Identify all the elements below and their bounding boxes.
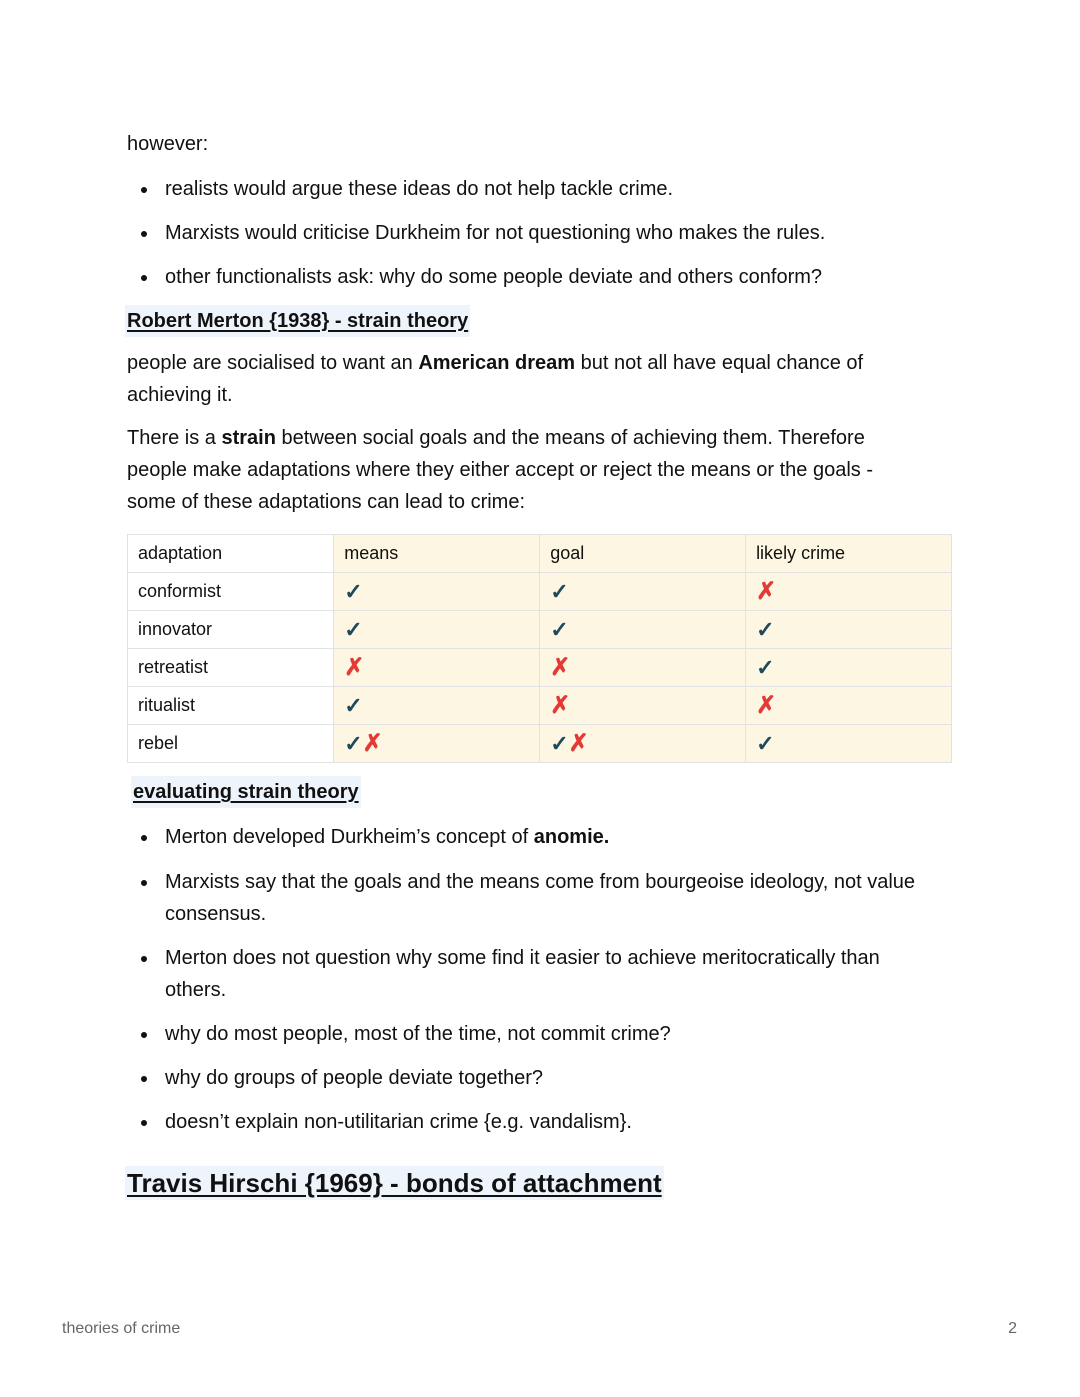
header-means: means: [334, 535, 540, 573]
list-item: other functionalists ask: why do some people deviate and others conform?: [127, 261, 927, 293]
crime-cell: [746, 649, 952, 687]
goal-cell: [540, 611, 746, 649]
crime-cell: [746, 687, 952, 725]
section-heading-merton: Robert Merton {1938} - strain theory: [125, 305, 470, 337]
goal-cell: [540, 649, 746, 687]
cross-mark-icon: ✗: [362, 730, 383, 757]
section-heading-evaluation: evaluating strain theory: [131, 776, 361, 808]
check-cross-icon: [550, 730, 589, 757]
cross-mark-icon: ✗: [550, 692, 571, 719]
goal-cell: [540, 725, 746, 763]
table-row: [128, 573, 952, 611]
adaptation-cell: retreatist: [128, 649, 334, 687]
table-header-row: [128, 535, 952, 573]
check-mark-icon: ✓: [344, 616, 363, 642]
cross-mark-icon: ✗: [568, 730, 589, 757]
page-number: 2: [1008, 1320, 1017, 1337]
check-mark-icon: ✓: [550, 578, 569, 604]
crime-cell: [746, 725, 952, 763]
goal-cell: [540, 687, 746, 725]
footer-title: theories of crime: [62, 1320, 181, 1337]
means-cell: [334, 725, 540, 763]
list-item: Merton does not question why some find it easier to achieve meritocratically than others.: [127, 942, 927, 1006]
cross-mark-icon: ✗: [550, 654, 571, 681]
table-row: [128, 611, 952, 649]
check-mark-icon: ✓: [756, 730, 775, 756]
list-item: doesn’t explain non-utilitarian crime {e.g. vandalism}.: [127, 1106, 927, 1138]
means-cell: [334, 573, 540, 611]
check-mark-icon: ✓: [756, 654, 775, 680]
cross-mark-icon: ✗: [344, 654, 365, 681]
goal-cell: [540, 573, 746, 611]
crime-cell: [746, 573, 952, 611]
list-item: Merton developed Durkheim’s concept of anomie.: [127, 821, 927, 853]
header-adaptation: adaptation: [128, 535, 334, 573]
evaluation-list: [127, 821, 927, 1138]
crime-cell: [746, 611, 952, 649]
check-mark-icon: ✓: [344, 731, 363, 756]
evaluation-section: [127, 776, 927, 1200]
check-cross-icon: [344, 730, 383, 757]
document-body: [127, 128, 927, 518]
table-row: [128, 687, 952, 725]
intro-text: however:: [127, 133, 209, 155]
check-mark-icon: ✓: [550, 616, 569, 642]
adaptation-cell: conformist: [128, 573, 334, 611]
header-goal: goal: [540, 535, 746, 573]
adaptation-cell: innovator: [128, 611, 334, 649]
paragraph-strain: There is a strain between social goals and the means of achieving them. Therefore people make adaptations where they either accept or reject the means or the goals - some of these adaptations can lead to crime:: [127, 427, 873, 513]
cross-mark-icon: ✗: [756, 578, 777, 605]
list-item: Marxists would criticise Durkheim for not questioning who makes the rules.: [127, 217, 927, 249]
means-cell: [334, 611, 540, 649]
paragraph-american-dream: people are socialised to want an American dream but not all have equal chance of achieving it.: [127, 352, 864, 406]
criticism-list: [127, 173, 927, 293]
means-cell: [334, 687, 540, 725]
check-mark-icon: ✓: [344, 578, 363, 604]
check-mark-icon: ✓: [550, 731, 569, 756]
check-mark-icon: ✓: [344, 692, 363, 718]
means-cell: [334, 649, 540, 687]
header-likely-crime: likely crime: [746, 535, 952, 573]
list-item: Marxists say that the goals and the means come from bourgeoise ideology, not value consensus.: [127, 866, 927, 930]
list-item: why do most people, most of the time, not commit crime?: [127, 1018, 927, 1050]
adaptation-cell: rebel: [128, 725, 334, 763]
list-item: realists would argue these ideas do not help tackle crime.: [127, 173, 927, 205]
section-heading-hirschi: Travis Hirschi {1969} - bonds of attachment: [127, 1168, 662, 1198]
adaptation-table: [127, 534, 952, 763]
list-item: why do groups of people deviate together?: [127, 1062, 927, 1094]
table-row: [128, 649, 952, 687]
cross-mark-icon: ✗: [756, 692, 777, 719]
adaptation-cell: ritualist: [128, 687, 334, 725]
check-mark-icon: ✓: [756, 616, 775, 642]
table-row: [128, 725, 952, 763]
